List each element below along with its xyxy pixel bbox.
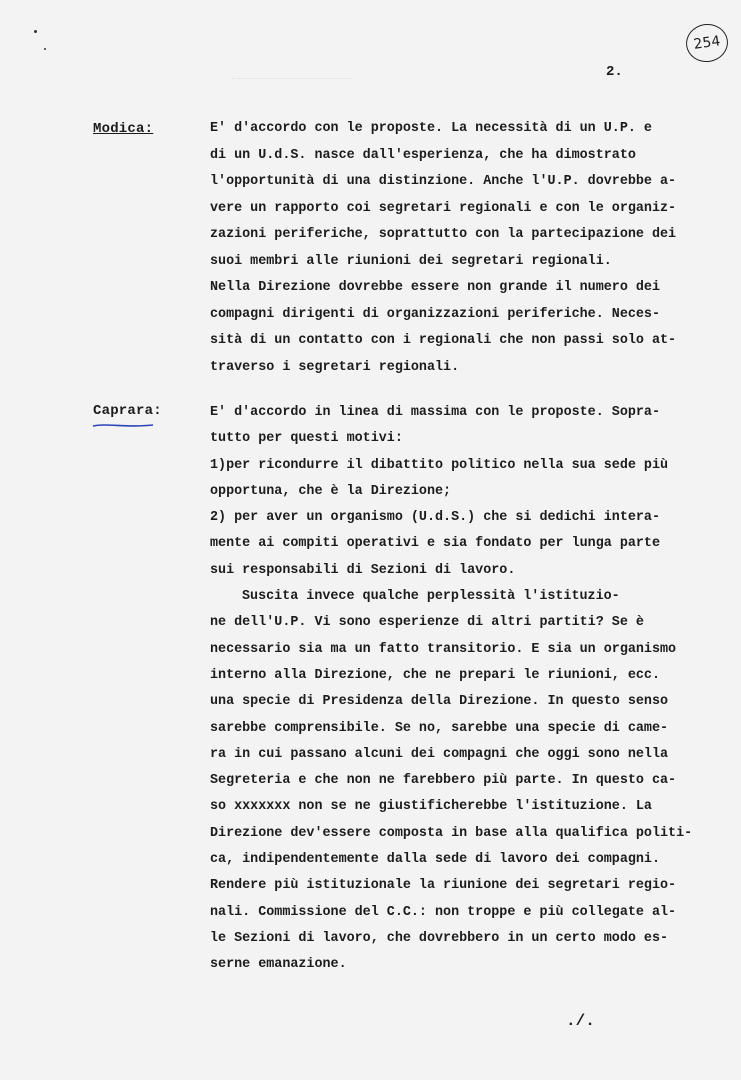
text-line: Suscita invece qualche perplessità l'istituzio-: [242, 589, 620, 605]
bleed-through-mark: [232, 68, 352, 79]
text-line: 2) per aver un organismo (U.d.S.) che si dedichi intera-: [210, 510, 660, 526]
text-line: di un U.d.S. nasce dall'esperienza, che ha dimostrato: [210, 147, 636, 163]
text-line: so xxxxxxx non se ne giustificherebbe l'istituzione. La: [210, 799, 652, 815]
text-line: compagni dirigenti di organizzazioni periferiche. Neces-: [210, 306, 660, 322]
archive-stamp: 254: [684, 21, 731, 64]
text-line: ca, indipendentemente dalla sede di lavoro dei compagni.: [210, 852, 660, 868]
text-line: ne dell'U.P. Vi sono esperienze di altri partiti? Se è: [210, 615, 644, 631]
text-line: opportuna, che è la Direzione;: [210, 483, 452, 499]
text-line: 1)per ricondurre il dibattito politico nella sua sede più: [210, 457, 669, 473]
text-line: Rendere più istituzionale la riunione dei segretari regio-: [210, 878, 677, 894]
text-line: ra in cui passano alcuni dei compagni che oggi sono nella: [210, 746, 669, 762]
text-line: traverso i segretari regionali.: [210, 359, 460, 375]
text-line: interno alla Direzione, che ne prepari le riunioni, ecc.: [210, 667, 660, 683]
speck: [34, 30, 37, 33]
speck: [44, 48, 46, 50]
text-line: Direzione dev'essere composta in base alla qualifica politi-: [210, 825, 693, 841]
text-line: Segreteria e che non ne farebbero più parte. In questo ca-: [210, 773, 677, 789]
text-line: sità di un contatto con i regionali che non passi solo at-: [210, 333, 677, 348]
page-number: 2.: [606, 64, 623, 80]
text-line: Nella Direzione dovrebbe essere non grande il numero dei: [210, 280, 660, 295]
text-line: suoi membri alle riunioni dei segretari regionali.: [210, 253, 612, 269]
text-line: tutto per questi motivi:: [210, 431, 403, 447]
text-line: una specie di Presidenza della Direzione. In questo senso: [210, 694, 669, 710]
text-line: zazioni periferiche, soprattutto con la partecipazione dei: [210, 227, 677, 242]
text-line: sui responsabili di Sezioni di lavoro.: [210, 562, 516, 578]
text-line: serne emanazione.: [210, 957, 347, 973]
text-line: vere un rapporto coi segretari regionali e con le organiz-: [210, 200, 677, 216]
text-line: necessario sia ma un fatto transitorio. E sia un organismo: [210, 641, 677, 657]
continuation-mark: ./.: [566, 1012, 595, 1030]
modica-paragraph: [210, 116, 710, 381]
handwritten-underline: [92, 420, 154, 430]
text-line: sarebbe comprensibile. Se no, sarebbe una specie di came-: [210, 720, 669, 736]
caprara-paragraph: [210, 400, 710, 979]
speaker-modica: Modica:: [93, 121, 154, 137]
text-line: E' d'accordo con le proposte. La necessità di un U.P. e: [210, 121, 652, 136]
text-line: mente ai compiti operativi e sia fondato per lunga parte: [210, 536, 660, 552]
text-line: E' d'accordo in linea di massima con le proposte. Sopra-: [210, 405, 660, 420]
text-line: le Sezioni di lavoro, che dovrebbero in un certo modo es-: [210, 930, 669, 946]
text-line: nali. Commissione del C.C.: non troppe e più collegate al-: [210, 904, 677, 920]
speaker-caprara: Caprara:: [93, 403, 162, 419]
text-line: l'opportunità di una distinzione. Anche l'U.P. dovrebbe a-: [210, 174, 677, 189]
